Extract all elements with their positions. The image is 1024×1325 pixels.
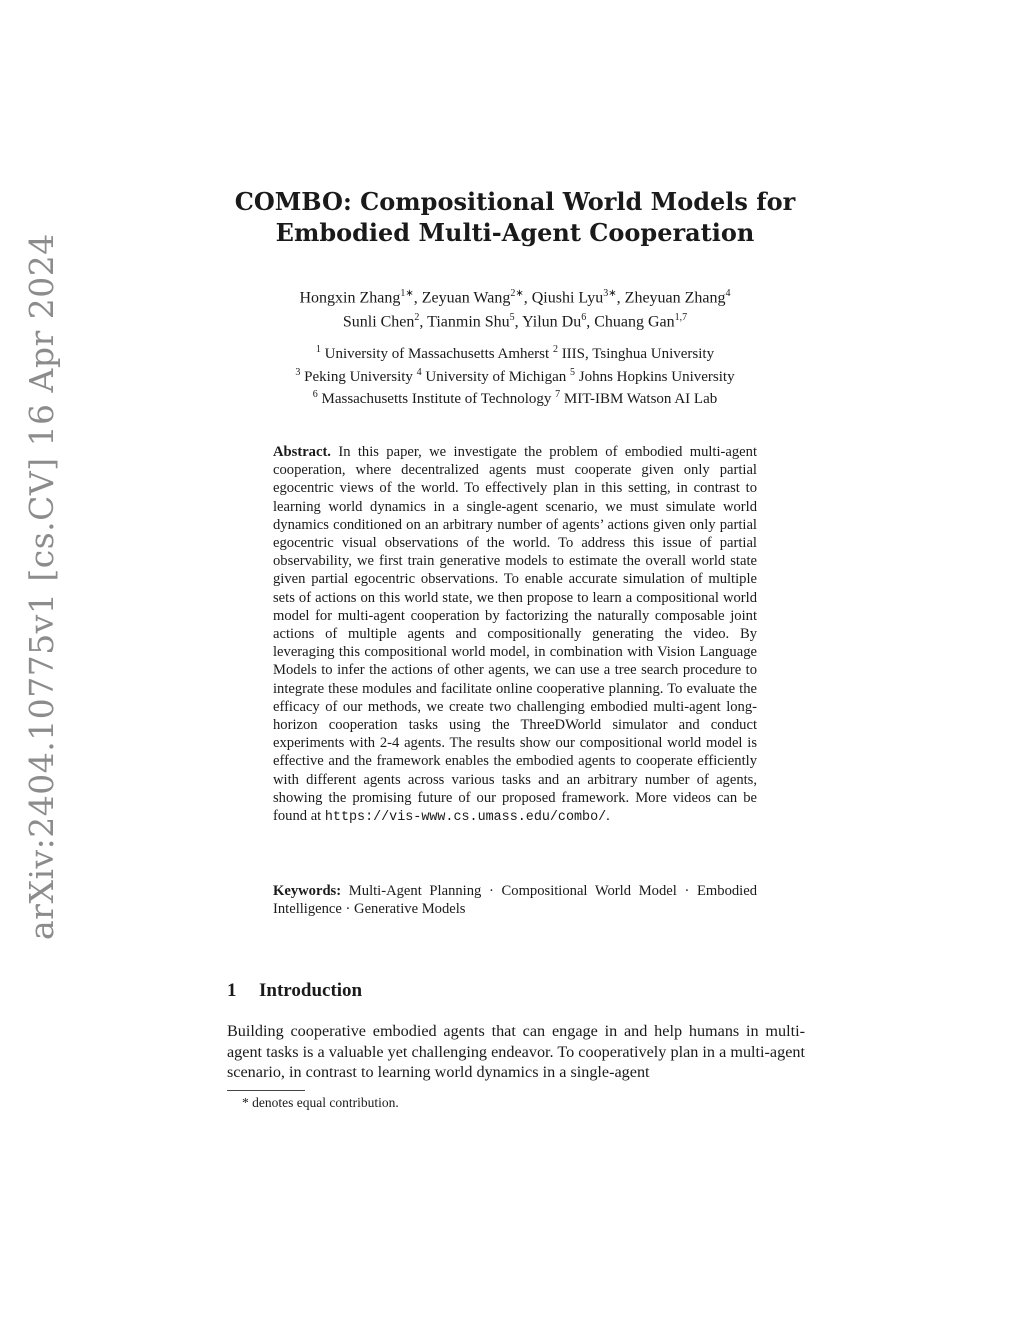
affiliation-name: University of Massachusetts Amherst <box>324 346 550 362</box>
affiliation-mark: 6 <box>312 389 318 400</box>
title-line-1: COMBO: Compositional World Models for <box>234 187 796 216</box>
author-mark: 6 <box>581 312 587 324</box>
author-name: Zheyuan Zhang <box>624 289 726 307</box>
affiliation-mark: 7 <box>555 389 561 400</box>
author-name: Yilun Du <box>522 313 582 331</box>
author-mark: 2 <box>414 312 420 324</box>
footnote-mark: * <box>242 1095 249 1110</box>
author-name: Zeyuan Wang <box>421 289 511 307</box>
footnote-text: denotes equal contribution. <box>252 1095 399 1110</box>
author-line-1: Hongxin Zhang$^{1∗}$, Zeyuan Wang$^{2∗}$, Qiushi Lyu$^{3∗}$, Zheyuan Zhang$^4$ <box>299 288 731 307</box>
author-list <box>200 284 830 333</box>
author-mark: 1∗ <box>400 288 414 299</box>
paper-title <box>200 186 830 248</box>
abstract-end: . <box>606 808 610 825</box>
author-mark: 3∗ <box>603 288 617 299</box>
affiliation-line-1 <box>200 341 830 364</box>
author-name: Sunli Chen <box>342 313 415 331</box>
affiliation-line-3 <box>200 386 830 409</box>
affiliation-list <box>200 341 830 409</box>
section-number: 1 <box>227 980 237 1001</box>
introduction-paragraph: Building cooperative embodied agents that can engage in and help humans in multi-agent tasks is a valuable yet challenging endeavor. To cooperatively plan in a multi-agent scenario, in contrast to learning world dynamics in a single-agent <box>227 1022 805 1081</box>
title-line-2: Embodied Multi-Agent Cooperation <box>275 218 755 247</box>
keywords-label: Keywords: <box>273 883 342 899</box>
affiliation-mark: 3 <box>295 366 301 378</box>
affiliation-mark: 1 <box>315 344 321 355</box>
author-name: Tianmin Shu <box>427 313 510 331</box>
author-mark: 4 <box>725 288 731 299</box>
author-name: Chuang Gan <box>594 313 675 331</box>
author-line-2: Sunli Chen$^2$, Tianmin Shu$^5$, Yilun Du$^6$, Chuang Gan$^{1,7}$ <box>342 312 688 331</box>
section-heading <box>227 980 362 1002</box>
footnote-rule <box>227 1090 305 1091</box>
affiliation-mark: 5 <box>569 366 575 378</box>
abstract-text: In this paper, we investigate the problem of embodied multi-agent cooperation, where decentralized agents must cooperate given only partial egocentric views of the world. To effectively plan in this setting, in contrast to learning world dynamics in a single-agent scenario, we must simulate world dynamics conditioned on an arbitrary number of agents’ actions given only partial egocentric visual observations of the world. To address this issue of partial observability, we first train generative models to estimate the overall world state given partial egocentric observations. To enable accurate simulation of multiple sets of actions on this world state, we then propose to learn a compositional world model for multi-agent cooperation by factorizing the naturally composable joint actions of multiple agents and compositionally generating the video. By leveraging this compositional world model, in combination with Vision Language Models to infer the actions of other agents, we can use a tree search procedure to integrate these modules and facilitate online cooperative planning. To evaluate the efficacy of our methods, we create two challenging embodied multi-agent long-horizon cooperation tasks using the ThreeDWorld simulator and conduct experiments with 2-4 agents. The results show our compositional world model is effective and the framework enables the embodied agents to cooperate efficiently with different agents across various tasks and an arbitrary number of agents, showing the promising future of our proposed framework. More videos can be found at <box>273 444 758 825</box>
affiliation-line-2 <box>200 364 830 387</box>
section-title: Introduction <box>259 980 363 1001</box>
abstract <box>273 443 757 827</box>
affiliation-mark: 2 <box>552 344 558 355</box>
affiliation-name: Massachusetts Institute of Technology <box>321 391 552 407</box>
affiliation-name: University of Michigan <box>425 368 567 385</box>
abstract-label: Abstract. <box>273 444 331 460</box>
keywords-text: Multi-Agent Planning · Compositional World Model · Embodied Intelligence · Generative Models <box>273 883 757 918</box>
keywords <box>273 882 757 918</box>
arxiv-identifier: arXiv:2404.10775v1 [cs.CV] 16 Apr 2024 <box>22 233 61 940</box>
author-name: Qiushi Lyu <box>531 289 604 307</box>
author-name: Hongxin Zhang <box>299 289 401 307</box>
affiliation-mark: 4 <box>416 366 422 378</box>
project-url-link[interactable]: https://vis-www.cs.umass.edu/combo/ <box>324 810 607 826</box>
footnote <box>242 1095 399 1111</box>
author-mark: 5 <box>509 312 515 324</box>
affiliation-name: Peking University <box>304 368 413 385</box>
affiliation-name: MIT-IBM Watson AI Lab <box>563 391 718 407</box>
affiliation-name: Johns Hopkins University <box>578 368 735 385</box>
author-mark: 2∗ <box>510 288 524 299</box>
affiliation-name: IIIS, Tsinghua University <box>561 346 715 362</box>
author-mark: 1,7 <box>674 312 688 324</box>
